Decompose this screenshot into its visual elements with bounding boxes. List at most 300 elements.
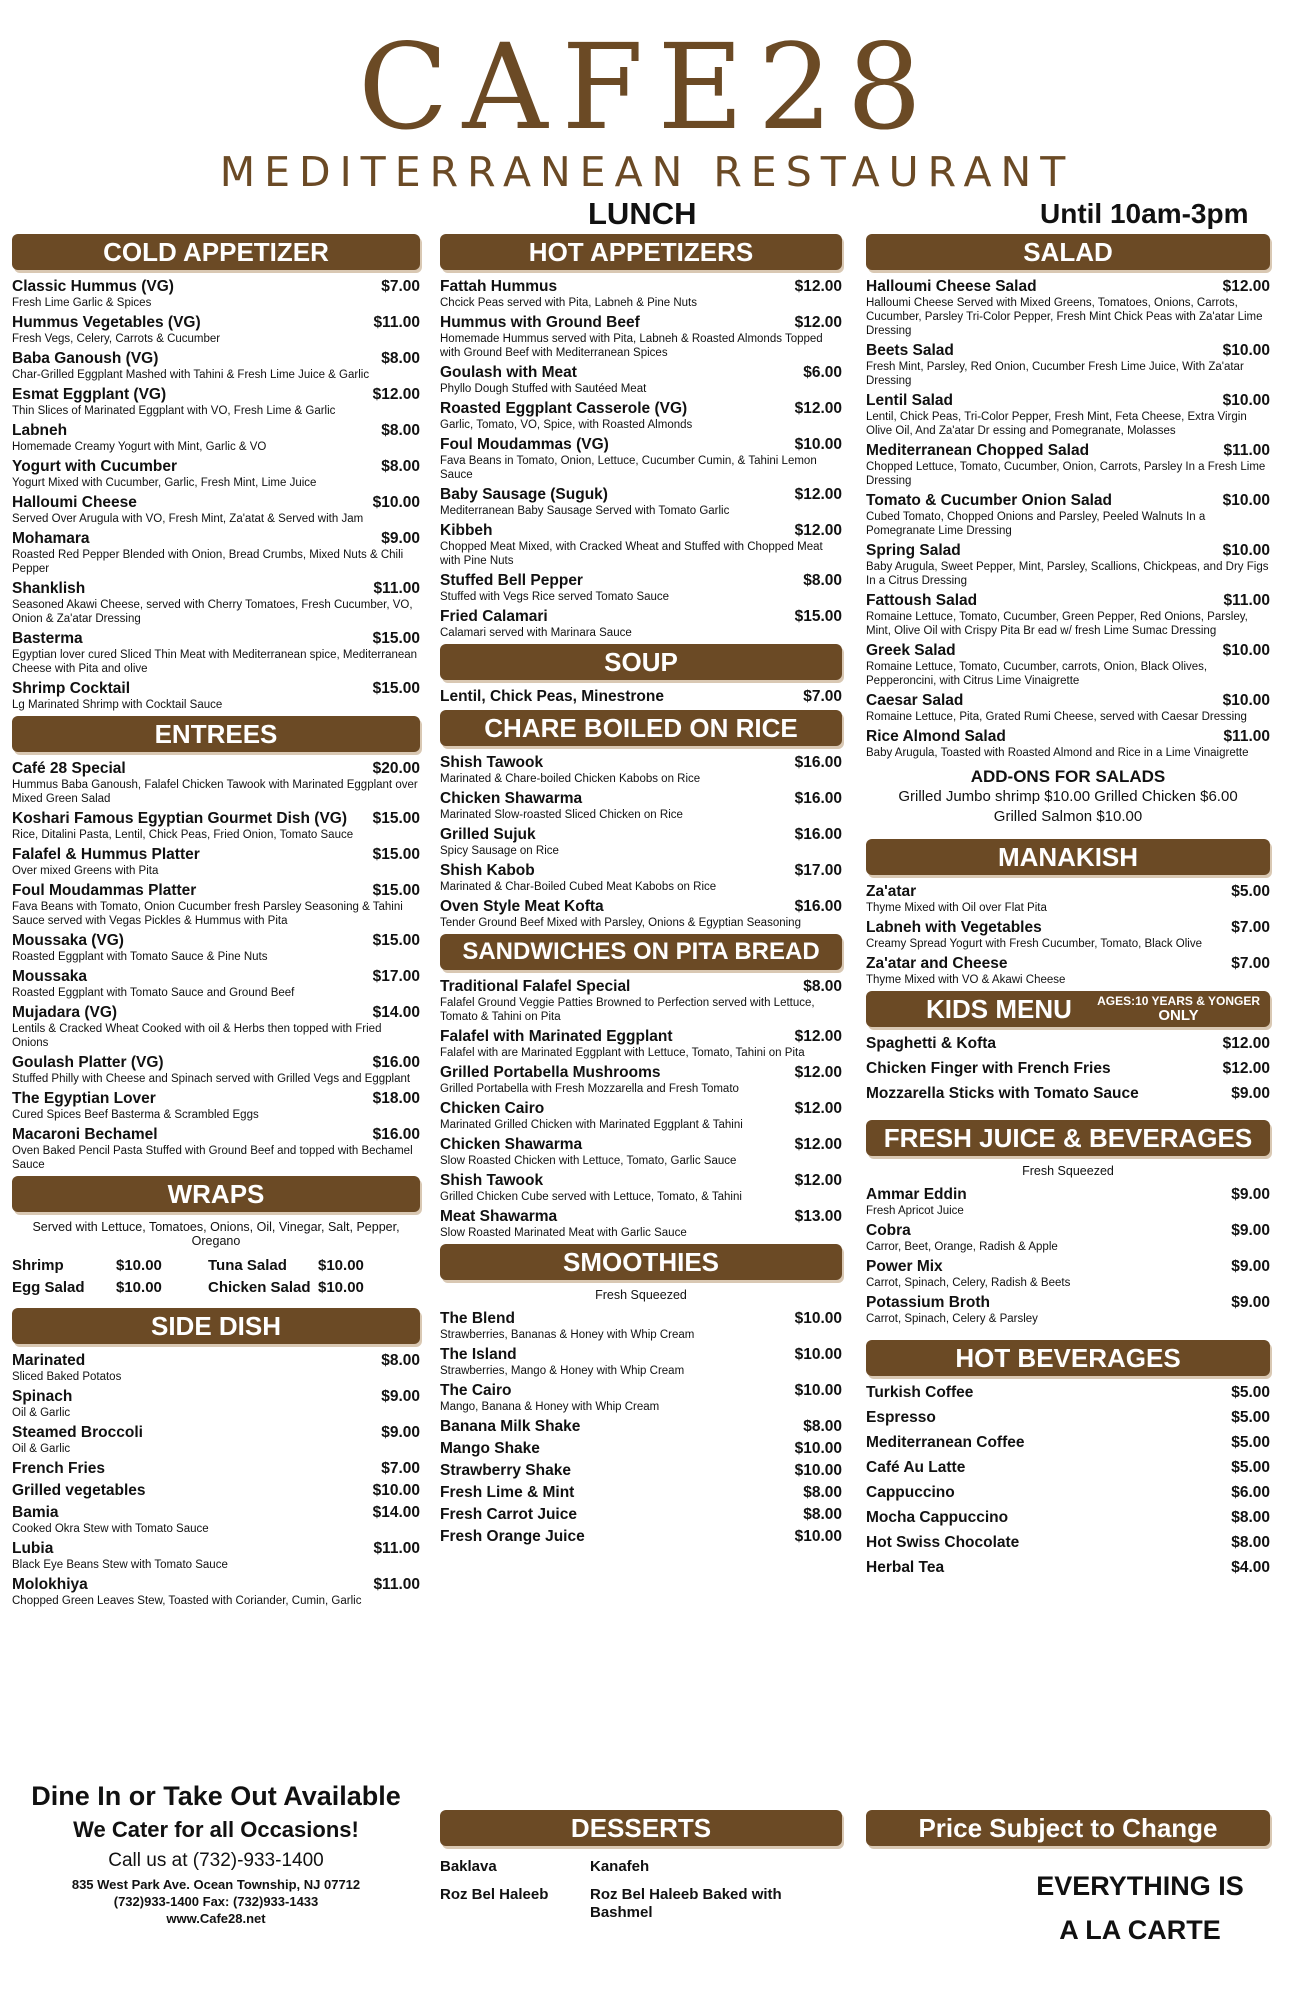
menu-item-description: Stuffed Philly with Cheese and Spinach served with Grilled Vegs and Eggplant: [12, 1073, 411, 1085]
menu-item: [866, 919, 1270, 951]
menu-item-description: Yogurt Mixed with Cucumber, Garlic, Fresh Mint, Lime Juice: [12, 477, 317, 489]
menu-item: [440, 1382, 842, 1414]
menu-item: [440, 1484, 842, 1502]
menu-item-name: Chicken Salad: [208, 1279, 311, 1296]
section-sandwiches: [440, 934, 842, 1240]
menu-item: [866, 342, 1270, 388]
menu-item-price: $11.00: [373, 1576, 420, 1593]
menu-item: [12, 630, 420, 676]
menu-item-price: $10.00: [116, 1279, 162, 1296]
menu-item-price: $12.00: [794, 314, 842, 331]
menu-item-name: Chicken Shawarma: [440, 790, 583, 807]
menu-item-name: Shanklish: [12, 580, 86, 597]
menu-item-price: $8.00: [381, 458, 420, 475]
menu-item-price: $9.00: [1231, 1085, 1270, 1102]
menu-item: [440, 1172, 842, 1204]
menu-item: [12, 680, 420, 712]
hours-label: Until 10am-3pm: [1040, 198, 1249, 229]
section-cold-appetizer: [12, 234, 420, 712]
menu-item-name: Foul Moudammas (VG): [440, 436, 609, 453]
menu-item: [866, 442, 1270, 488]
menu-item-price: $12.00: [794, 1136, 842, 1153]
menu-item-price: $15.00: [372, 680, 420, 697]
menu-item-price: $7.00: [381, 1460, 420, 1477]
salad-addons: [866, 766, 1270, 827]
menu-item-description: Strawberries, Bananas & Honey with Whip Cream: [440, 1329, 695, 1341]
menu-item-price: $10.00: [1222, 642, 1270, 659]
menu-item: [440, 572, 842, 604]
section-title: KIDS MENU: [926, 994, 1072, 1024]
dessert-item: Roz Bel Haleeb Baked with Bashmel: [590, 1886, 782, 1921]
menu-item: [866, 542, 1270, 588]
menu-item: [12, 1054, 420, 1086]
menu-item-name: Hot Swiss Chocolate: [866, 1534, 1020, 1551]
menu-item: [12, 458, 420, 490]
menu-item-price: $12.00: [794, 1064, 842, 1081]
section-title: COLD APPETIZER: [12, 234, 420, 270]
meal-label: LUNCH: [588, 196, 697, 231]
menu-item-name: Rice Almond Salad: [866, 728, 1006, 745]
menu-item: [440, 278, 842, 310]
menu-item: [12, 1576, 420, 1608]
a-la-carte-note: [980, 1864, 1294, 1952]
menu-item-price: $7.00: [381, 278, 420, 295]
menu-item: [866, 278, 1270, 338]
menu-item-description: Fresh Apricot Juice: [866, 1205, 964, 1217]
menu-item: [12, 760, 420, 806]
menu-item-description: Roasted Eggplant with Tomato Sauce and Ground Beef: [12, 987, 295, 999]
menu-item: [12, 846, 420, 878]
menu-item: [440, 1028, 842, 1060]
menu-item-price: $9.00: [1231, 1294, 1270, 1311]
catering-text: We Cater for all Occasions!: [73, 1817, 359, 1842]
menu-item: [440, 754, 842, 786]
menu-item-description: Cubed Tomato, Chopped Onions and Parsley, Peeled Walnuts In a Pomegranate Lime Dressing: [866, 511, 1206, 537]
menu-item-name: Fresh Lime & Mint: [440, 1484, 575, 1501]
menu-item-name: Mocha Cappuccino: [866, 1509, 1009, 1526]
menu-item-price: $10.00: [794, 1462, 842, 1479]
menu-item-description: Chopped Green Leaves Stew, Toasted with Coriander, Cumin, Garlic: [12, 1595, 362, 1607]
menu-item: [440, 1208, 842, 1240]
kids-age-only: ONLY: [1158, 1007, 1199, 1024]
menu-item-price: $15.00: [372, 810, 420, 827]
menu-item-name: Café Au Latte: [866, 1459, 966, 1476]
menu-item-price: $8.00: [803, 572, 842, 589]
menu-item-description: Oil & Garlic: [12, 1443, 71, 1455]
menu-item-description: Over mixed Greens with Pita: [12, 865, 159, 877]
menu-item-price: $12.00: [794, 486, 842, 503]
menu-item-price: $10.00: [794, 1310, 842, 1327]
section-note: Fresh Squeezed: [595, 1288, 687, 1302]
menu-item-price: $10.00: [1222, 542, 1270, 559]
section-title: SANDWICHES ON PITA BREAD: [440, 934, 842, 970]
menu-item-price: $16.00: [794, 898, 842, 915]
menu-item-price: $5.00: [1231, 1434, 1270, 1451]
menu-item-price: $12.00: [794, 400, 842, 417]
menu-item-price: $12.00: [1222, 278, 1270, 295]
menu-item: [866, 642, 1270, 688]
menu-item-name: Caesar Salad: [866, 692, 964, 709]
section-salad: [866, 234, 1270, 760]
dessert-item: Roz Bel Haleeb: [440, 1886, 549, 1903]
menu-item: [12, 1424, 420, 1456]
menu-item-description: Egyptian lover cured Sliced Thin Meat with Mediterranean spice, Mediterranean Cheese with Pita and olive: [12, 649, 418, 675]
menu-item-price: $10.00: [372, 1482, 420, 1499]
menu-item-price: $16.00: [794, 754, 842, 771]
menu-item-name: Potassium Broth: [866, 1294, 991, 1311]
menu-item-name: Foul Moudammas Platter: [12, 882, 197, 899]
menu-item-price: $9.00: [381, 1388, 420, 1405]
menu-item-name: Halloumi Cheese: [12, 494, 137, 511]
menu-item-price: $6.00: [1231, 1484, 1270, 1501]
menu-item: [12, 422, 420, 454]
menu-item-price: $8.00: [381, 350, 420, 367]
section-title: DESSERTS: [440, 1810, 842, 1846]
addons-line: Grilled Jumbo shrimp $10.00 Grilled Chicken $6.00: [898, 788, 1238, 805]
menu-item-price: $14.00: [372, 1504, 420, 1521]
menu-item: [440, 1310, 842, 1342]
menu-item-description: Hummus Baba Ganoush, Falafel Chicken Tawook with Marinated Eggplant over Mixed Green Salad: [12, 779, 418, 805]
menu-item-description: Mango, Banana & Honey with Whip Cream: [440, 1401, 660, 1413]
section-title: MANAKISH: [866, 839, 1270, 875]
menu-item-name: Moussaka: [12, 968, 87, 985]
menu-item: [12, 1482, 420, 1500]
menu-item-price: $7.00: [1231, 955, 1270, 972]
menu-item-price: $8.00: [381, 1352, 420, 1369]
section-title: SALAD: [866, 234, 1270, 270]
menu-item-name: Tuna Salad: [208, 1257, 287, 1274]
menu-item: [440, 1440, 842, 1458]
menu-item-name: Strawberry Shake: [440, 1462, 571, 1479]
menu-item-price: $12.00: [794, 522, 842, 539]
menu-item-description: Thyme Mixed with VO & Akawi Cheese: [866, 974, 1066, 986]
menu-item-name: Falafel with Marinated Eggplant: [440, 1028, 673, 1045]
menu-item: [866, 692, 1270, 724]
menu-item-price: $11.00: [1223, 592, 1270, 609]
menu-item-price: $10.00: [1222, 392, 1270, 409]
website-link[interactable]: www.Cafe28.net: [166, 1911, 266, 1926]
menu-item-name: The Cairo: [440, 1382, 512, 1399]
menu-item-name: Za'atar and Cheese: [866, 955, 1008, 972]
menu-item-name: Traditional Falafel Special: [440, 978, 631, 995]
menu-item-name: Halloumi Cheese Salad: [866, 278, 1037, 295]
menu-item-description: Stuffed with Vegs Rice served Tomato Sauce: [440, 591, 670, 603]
menu-item-name: Za'atar: [866, 883, 917, 900]
menu-item-price: $15.00: [372, 846, 420, 863]
menu-item-name: Labneh with Vegetables: [866, 919, 1042, 936]
menu-item-price: $12.00: [1222, 1035, 1270, 1052]
menu-item-name: Grilled vegetables: [12, 1482, 146, 1499]
menu-item: [12, 1460, 420, 1478]
menu-item-description: Falafel with are Marinated Eggplant with Lettuce, Tomato, Tahini on Pita: [440, 1047, 805, 1059]
menu-item-description: Carror, Beet, Orange, Radish & Apple: [866, 1241, 1058, 1253]
section-wraps: [12, 1176, 420, 1298]
menu-item-price: $13.00: [794, 1208, 842, 1225]
menu-item-name: Grilled Portabella Mushrooms: [440, 1064, 661, 1081]
menu-item-description: Homemade Hummus served with Pita, Labneh & Roasted Almonds Topped with Ground Beef with Mediterranean Spices: [440, 333, 823, 359]
menu-item-price: $15.00: [372, 932, 420, 949]
menu-item-description: Falafel Ground Veggie Patties Browned to Perfection served with Lettuce, Tomato & Tahini on Pita: [440, 997, 815, 1023]
section-title: CHARE BOILED ON RICE: [440, 710, 842, 746]
menu-item-price: $10.00: [794, 1382, 842, 1399]
menu-item-description: Spicy Sausage on Rice: [440, 845, 559, 857]
menu-item-name: Baby Sausage (Suguk): [440, 486, 608, 503]
menu-item-description: Homemade Creamy Yogurt with Mint, Garlic & VO: [12, 441, 267, 453]
menu-item-name: Steamed Broccoli: [12, 1424, 143, 1441]
menu-item-description: Chopped Lettuce, Tomato, Cucumber, Onion, Carrots, Parsley In a Fresh Lime Dressing: [866, 461, 1266, 487]
menu-item-description: Sliced Baked Potatos: [12, 1371, 122, 1383]
section-title: HOT APPETIZERS: [440, 234, 842, 270]
menu-item-description: Garlic, Tomato, VO, Spice, with Roasted Almonds: [440, 419, 693, 431]
menu-item-name: Esmat Eggplant (VG): [12, 386, 167, 403]
menu-item-name: Banana Milk Shake: [440, 1418, 581, 1435]
contact-info: [12, 1778, 420, 1927]
menu-item: [440, 978, 842, 1024]
section-note: Served with Lettuce, Tomatoes, Onions, Oil, Vinegar, Salt, Pepper, Oregano: [32, 1220, 400, 1248]
menu-item: [866, 1060, 1270, 1078]
addons-line: Grilled Salmon $10.00: [993, 808, 1143, 825]
section-note: Fresh Squeezed: [1022, 1164, 1114, 1178]
menu-item-price: $16.00: [794, 790, 842, 807]
menu-item-price: $8.00: [1231, 1534, 1270, 1551]
menu-item-price: $17.00: [372, 968, 420, 985]
menu-item-description: Oven Baked Pencil Pasta Stuffed with Ground Beef and topped with Bechamel Sauce: [12, 1145, 413, 1171]
section-hot-appetizers: [440, 234, 842, 640]
menu-item-name: Spring Salad: [866, 542, 961, 559]
menu-item-description: Slow Roasted Marinated Meat with Garlic Sauce: [440, 1227, 687, 1239]
menu-item: [866, 883, 1270, 915]
menu-item-description: Marinated Grilled Chicken with Marinated Eggplant & Tahini: [440, 1119, 743, 1131]
menu-item-price: $16.00: [794, 826, 842, 843]
menu-item-name: Bamia: [12, 1504, 59, 1521]
section-desserts: [440, 1810, 842, 1922]
menu-item-price: $9.00: [1231, 1222, 1270, 1239]
menu-item-price: $12.00: [794, 1100, 842, 1117]
menu-item-price: $10.00: [794, 1346, 842, 1363]
addons-title: ADD-ONS FOR SALADS: [970, 767, 1166, 786]
menu-item-price: $14.00: [372, 1004, 420, 1021]
menu-item-name: Labneh: [12, 422, 68, 439]
menu-item-description: Mediterranean Baby Sausage Served with Tomato Garlic: [440, 505, 730, 517]
menu-item-name: Kibbeh: [440, 522, 493, 539]
section-title-bar: [866, 991, 1270, 1027]
menu-item-description: Oil & Garlic: [12, 1407, 71, 1419]
menu-item: [440, 1506, 842, 1524]
menu-item-name: Stuffed Bell Pepper: [440, 572, 583, 589]
menu-item-name: Goulash with Meat: [440, 364, 577, 381]
menu-item-description: Char-Grilled Eggplant Mashed with Tahini & Fresh Lime Juice & Garlic: [12, 369, 370, 381]
menu-item-name: Moussaka (VG): [12, 932, 124, 949]
menu-item: [866, 1534, 1270, 1552]
menu-item-name: Fattoush Salad: [866, 592, 978, 609]
menu-item-name: Cobra: [866, 1222, 911, 1239]
menu-item-price: $7.00: [1231, 919, 1270, 936]
menu-item-price: $10.00: [318, 1257, 364, 1274]
menu-item-description: Chcick Peas served with Pita, Labneh & Pine Nuts: [440, 297, 697, 309]
menu-item-description: Grilled Portabella with Fresh Mozzarella and Fresh Tomato: [440, 1083, 739, 1095]
section-title: HOT BEVERAGES: [866, 1340, 1270, 1376]
a-la-carte-line: EVERYTHING IS: [1036, 1871, 1244, 1901]
menu-item-name: Beets Salad: [866, 342, 954, 359]
menu-item-name: Fresh Carrot Juice: [440, 1506, 577, 1523]
menu-item-name: Shrimp: [12, 1257, 64, 1274]
menu-item: [866, 1294, 1270, 1326]
menu-item-name: Shrimp Cocktail: [12, 680, 130, 697]
menu-item: [12, 314, 420, 346]
menu-item-description: Creamy Spread Yogurt with Fresh Cucumber, Tomato, Black Olive: [866, 938, 1202, 950]
menu-item: [440, 862, 842, 894]
menu-item: [12, 494, 420, 526]
menu-item-description: Phyllo Dough Stuffed with Sautéed Meat: [440, 383, 647, 395]
kids-age-limit: AGES:10 YEARS & YONGER: [1097, 994, 1260, 1008]
menu-item-price: $10.00: [318, 1279, 364, 1296]
dessert-item: Baklava: [440, 1858, 497, 1875]
dine-in-text: Dine In or Take Out Available: [31, 1781, 401, 1811]
menu-item-name: The Blend: [440, 1310, 515, 1327]
menu-item-name: Classic Hummus (VG): [12, 278, 174, 295]
menu-item-name: Mango Shake: [440, 1440, 540, 1457]
restaurant-logo: CAFE28: [358, 18, 936, 156]
menu-item-name: Shish Tawook: [440, 1172, 544, 1189]
menu-column-middle: [440, 234, 842, 1550]
menu-item: [440, 1528, 842, 1546]
menu-item: [440, 522, 842, 568]
menu-item: [440, 1346, 842, 1378]
menu-item-description: Thin Slices of Marinated Eggplant with VO, Fresh Lime & Garlic: [12, 405, 336, 417]
menu-item-description: Served Over Arugula with VO, Fresh Mint, Za'atat & Served with Jam: [12, 513, 364, 525]
menu-item-name: The Island: [440, 1346, 517, 1363]
menu-item-price: $12.00: [794, 1172, 842, 1189]
menu-item: [440, 688, 842, 706]
menu-item-name: Herbal Tea: [866, 1559, 945, 1576]
menu-item-price: $9.00: [1231, 1258, 1270, 1275]
menu-item-name: Roasted Eggplant Casserole (VG): [440, 400, 688, 417]
phone-text: Call us at (732)-933-1400: [108, 1850, 324, 1871]
menu-item: [866, 1434, 1270, 1452]
menu-item-description: Black Eye Beans Stew with Tomato Sauce: [12, 1559, 228, 1571]
menu-item: [866, 1186, 1270, 1218]
menu-item-description: Cured Spices Beef Basterma & Scrambled Eggs: [12, 1109, 259, 1121]
menu-item: [866, 592, 1270, 638]
menu-item-name: Egg Salad: [12, 1279, 85, 1296]
menu-item-price: $11.00: [373, 580, 420, 597]
section-entrees: [12, 716, 420, 1172]
menu-item-price: $16.00: [372, 1126, 420, 1143]
menu-item-price: $9.00: [381, 530, 420, 547]
menu-item-price: $12.00: [794, 1028, 842, 1045]
price-note: Price Subject to Change: [866, 1810, 1270, 1846]
menu-column-left: [12, 234, 420, 1612]
menu-item-price: $10.00: [794, 436, 842, 453]
menu-item-name: Mujadara (VG): [12, 1004, 118, 1021]
wraps-grid: [12, 1256, 420, 1298]
menu-item-price: $10.00: [794, 1440, 842, 1457]
menu-item-price: $9.00: [1231, 1186, 1270, 1203]
menu-item-name: Spaghetti & Kofta: [866, 1035, 997, 1052]
section-title: SOUP: [440, 644, 842, 680]
menu-item-name: French Fries: [12, 1460, 106, 1477]
menu-item-price: $5.00: [1231, 1459, 1270, 1476]
menu-item-name: Turkish Coffee: [866, 1384, 974, 1401]
menu-item: [440, 314, 842, 360]
menu-item-name: Basterma: [12, 630, 83, 647]
menu-item-price: $9.00: [381, 1424, 420, 1441]
menu-item-price: $11.00: [373, 314, 420, 331]
menu-item-price: $18.00: [372, 1090, 420, 1107]
section-title: WRAPS: [12, 1176, 420, 1212]
menu-item-name: Chicken Cairo: [440, 1100, 545, 1117]
menu-item-price: $5.00: [1231, 883, 1270, 900]
menu-item: [12, 350, 420, 382]
menu-item-description: Fresh Vegs, Celery, Carrots & Cucumber: [12, 333, 221, 345]
menu-item: [866, 1085, 1270, 1103]
menu-item-name: Grilled Sujuk: [440, 826, 536, 843]
menu-item-name: Fried Calamari: [440, 608, 548, 625]
menu-column-right: [866, 234, 1270, 1584]
menu-item: [440, 1136, 842, 1168]
dessert-item: Kanafeh: [590, 1858, 650, 1875]
menu-item-description: Lg Marinated Shrimp with Cocktail Sauce: [12, 699, 223, 711]
section-title: SIDE DISH: [12, 1308, 420, 1344]
menu-item-description: Fresh Lime Garlic & Spices: [12, 297, 152, 309]
a-la-carte-line: A LA CARTE: [1059, 1915, 1221, 1945]
menu-item-name: Café 28 Special: [12, 760, 126, 777]
menu-item-name: Macaroni Bechamel: [12, 1126, 158, 1143]
menu-item-price: $8.00: [803, 1506, 842, 1523]
menu-item: [12, 386, 420, 418]
menu-item-price: $12.00: [1222, 1060, 1270, 1077]
menu-item: [866, 1384, 1270, 1402]
menu-item-description: Slow Roasted Chicken with Lettuce, Tomato, Garlic Sauce: [440, 1155, 737, 1167]
menu-item: [866, 1559, 1270, 1577]
menu-item-name: Shish Kabob: [440, 862, 535, 879]
menu-item: [12, 530, 420, 576]
menu-item-price: $8.00: [1231, 1509, 1270, 1526]
menu-item: [440, 436, 842, 482]
menu-item-price: $10.00: [116, 1257, 162, 1274]
menu-item-price: $10.00: [794, 1528, 842, 1545]
menu-item-price: $6.00: [803, 364, 842, 381]
menu-item-price: $11.00: [1223, 728, 1270, 745]
menu-item: [12, 1504, 420, 1536]
menu-item-price: $10.00: [1222, 492, 1270, 509]
menu-item-name: Power Mix: [866, 1258, 943, 1275]
section-hot-beverages: [866, 1340, 1270, 1577]
menu-item-name: Lubia: [12, 1540, 54, 1557]
menu-item-price: $10.00: [372, 494, 420, 511]
menu-item: [866, 1509, 1270, 1527]
menu-item: [440, 1100, 842, 1132]
menu-item: [866, 728, 1270, 760]
menu-item: [866, 1222, 1270, 1254]
menu-item-price: $16.00: [372, 1054, 420, 1071]
section-smoothies: [440, 1244, 842, 1546]
menu-item-description: Chopped Meat Mixed, with Cracked Wheat and Stuffed with Chopped Meat with Pine Nuts: [440, 541, 823, 567]
menu-item-description: Fava Beans in Tomato, Onion, Lettuce, Cucumber Cumin, & Tahini Lemon Sauce: [440, 455, 817, 481]
menu-item: [440, 608, 842, 640]
menu-item-price: $5.00: [1231, 1384, 1270, 1401]
menu-item-price: $10.00: [1222, 692, 1270, 709]
section-soup: [440, 644, 842, 706]
section-chare-boiled: [440, 710, 842, 930]
menu-item: [866, 1409, 1270, 1427]
menu-item-description: Romaine Lettuce, Tomato, Cucumber, Green Pepper, Red Onions, Parsley, Mint, Olive Oil with Crispy Pita Br ead w/ fresh Lime Sumac Dressing: [866, 611, 1248, 637]
menu-item-name: Meat Shawarma: [440, 1208, 558, 1225]
price-note-box: [866, 1810, 1270, 1854]
menu-item-name: Marinated: [12, 1352, 86, 1369]
menu-item: [866, 492, 1270, 538]
menu-item-price: $17.00: [794, 862, 842, 879]
